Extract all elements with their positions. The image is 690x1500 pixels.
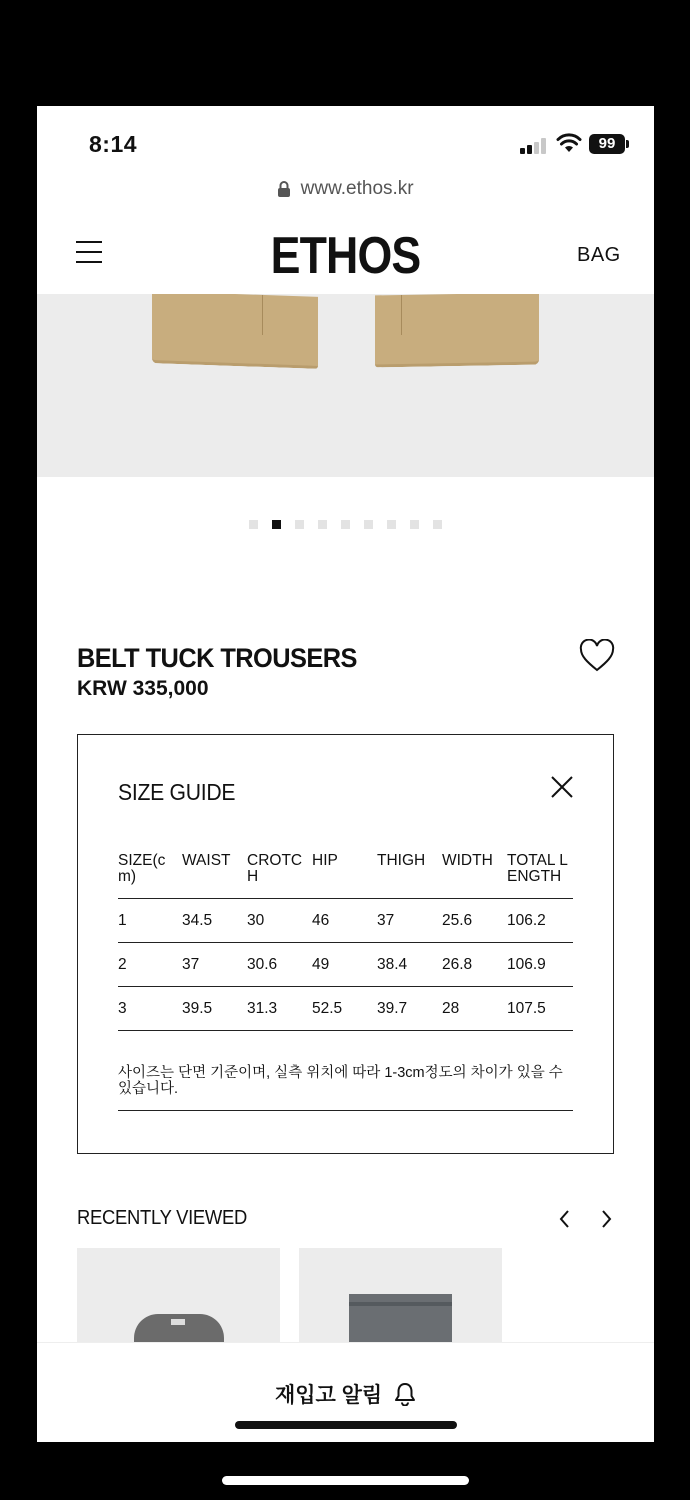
table-row xyxy=(118,899,573,943)
carousel-dot[interactable] xyxy=(364,520,373,529)
carousel-dots xyxy=(37,520,654,530)
table-cell: 25.6 xyxy=(442,899,507,943)
product-title: BELT TUCK TROUSERS xyxy=(77,643,357,673)
table-cell: 30.6 xyxy=(247,943,312,987)
product-image[interactable] xyxy=(37,294,654,477)
carousel-dot[interactable] xyxy=(272,520,281,529)
recently-viewed-item-jacket[interactable] xyxy=(77,1248,280,1348)
size-table-header-row xyxy=(118,853,573,899)
skirt-thumbnail xyxy=(349,1294,452,1348)
column-header: THIGH xyxy=(377,853,442,899)
table-cell: 31.3 xyxy=(247,987,312,1031)
table-cell: 30 xyxy=(247,899,312,943)
table-cell: 37 xyxy=(377,899,442,943)
recently-viewed-title: RECENTLY VIEWED xyxy=(77,1207,248,1229)
table-row xyxy=(118,943,573,987)
restock-alert-label: 재입고 알림 xyxy=(274,1384,383,1407)
wishlist-heart-icon[interactable] xyxy=(579,639,615,673)
table-cell: 34.5 xyxy=(182,899,247,943)
carousel-dot[interactable] xyxy=(433,520,442,529)
size-guide-note: 사이즈는 단면 기준이며, 실측 위치에 따라 1-3cm정도의 차이가 있을 수 있습니다. xyxy=(118,1065,573,1111)
table-cell: 46 xyxy=(312,899,377,943)
size-guide-title: SIZE GUIDE xyxy=(118,779,236,805)
brand-logo[interactable]: ETHOS xyxy=(270,227,421,285)
bag-link[interactable]: BAG xyxy=(577,244,621,266)
status-time: 8:14 xyxy=(89,131,138,157)
table-cell: 37 xyxy=(182,943,247,987)
carousel-dot[interactable] xyxy=(318,520,327,529)
table-cell: 38.4 xyxy=(377,943,442,987)
home-indicator-outer xyxy=(222,1476,469,1485)
chevron-right-icon[interactable] xyxy=(598,1208,614,1230)
table-row xyxy=(118,987,573,1031)
table-cell: 1 xyxy=(118,899,182,943)
phone-screen xyxy=(37,106,654,1442)
trouser-leg-left xyxy=(152,294,318,369)
column-header: CROTCH xyxy=(247,853,312,899)
carousel-dot[interactable] xyxy=(295,520,304,529)
table-cell: 49 xyxy=(312,943,377,987)
product-price: KRW 335,000 xyxy=(77,677,209,700)
table-cell: 107.5 xyxy=(507,987,573,1031)
column-header: SIZE(cm) xyxy=(118,853,182,899)
carousel-dot[interactable] xyxy=(341,520,350,529)
column-header: HIP xyxy=(312,853,377,899)
site-header xyxy=(37,214,654,294)
size-table xyxy=(118,853,573,1031)
table-cell: 39.7 xyxy=(377,987,442,1031)
battery-icon: 99 xyxy=(589,134,625,154)
status-bar xyxy=(37,106,654,176)
chevron-left-icon[interactable] xyxy=(557,1208,573,1230)
address-bar[interactable] xyxy=(37,178,654,208)
column-header: TOTAL LENGTH xyxy=(507,853,573,899)
bottom-action-bar xyxy=(37,1342,654,1442)
table-cell: 26.8 xyxy=(442,943,507,987)
carousel-dot[interactable] xyxy=(410,520,419,529)
column-header: WIDTH xyxy=(442,853,507,899)
table-cell: 106.2 xyxy=(507,899,573,943)
recently-viewed-item-skirt[interactable] xyxy=(299,1248,502,1348)
size-guide-panel xyxy=(77,734,614,1154)
carousel-dot[interactable] xyxy=(387,520,396,529)
battery-tip xyxy=(626,140,629,148)
home-indicator xyxy=(235,1421,457,1429)
bell-icon xyxy=(394,1382,416,1406)
wifi-icon xyxy=(556,133,582,153)
cellular-signal-icon xyxy=(520,138,548,154)
table-cell: 106.9 xyxy=(507,943,573,987)
table-cell: 28 xyxy=(442,987,507,1031)
restock-alert-button[interactable] xyxy=(37,1379,654,1409)
table-cell: 2 xyxy=(118,943,182,987)
table-cell: 52.5 xyxy=(312,987,377,1031)
table-cell: 3 xyxy=(118,987,182,1031)
carousel-dot[interactable] xyxy=(249,520,258,529)
column-header: WAIST xyxy=(182,853,247,899)
lock-icon xyxy=(277,180,291,198)
trouser-leg-right xyxy=(375,294,539,367)
close-icon[interactable] xyxy=(550,775,574,799)
url-text: www.ethos.kr xyxy=(300,178,414,199)
table-cell: 39.5 xyxy=(182,987,247,1031)
